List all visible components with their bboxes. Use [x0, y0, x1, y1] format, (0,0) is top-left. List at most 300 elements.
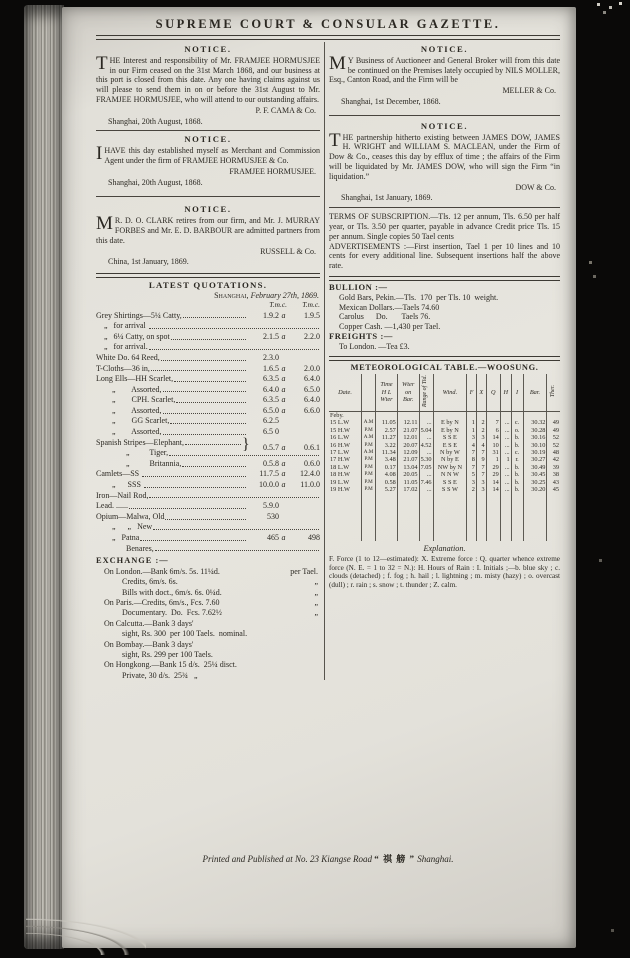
- met-cell: 16 L.W: [330, 434, 350, 442]
- quotation-row: [96, 320, 320, 331]
- met-cell: 17 H.W: [330, 456, 350, 464]
- exchange-text: Credits, 6m/s. 6s.: [122, 577, 178, 587]
- met-cell: 3: [476, 479, 486, 486]
- met-cell: 49: [547, 419, 560, 426]
- met-cell: E by N: [433, 427, 467, 434]
- dot-leader: [185, 444, 241, 445]
- commodity-label: „ for arrival.: [104, 342, 148, 352]
- met-cell: 29: [486, 464, 500, 471]
- met-column-header: H: [500, 374, 511, 411]
- met-cell: 12.01: [397, 434, 419, 441]
- met-cell: 1: [500, 456, 511, 463]
- met-cell: 2.57: [376, 427, 398, 434]
- commodity-label: White Do. 64 Reed,: [96, 352, 160, 362]
- met-cell: 13.04: [397, 464, 419, 471]
- empty-cell: [500, 411, 511, 419]
- notice-dateline: China, 1st January, 1869.: [108, 257, 189, 267]
- met-cell: 38: [547, 471, 560, 478]
- met-cell: 21.07: [397, 427, 419, 434]
- met-cell: 12.11: [397, 419, 419, 426]
- divider-rule: [329, 207, 560, 208]
- empty-cell: [500, 493, 511, 541]
- commodity-label: „ CPH. Scarlet,: [112, 395, 176, 405]
- commodity-label: „ Tiger,: [126, 448, 169, 458]
- quotation-row: [96, 479, 320, 490]
- met-cell: 14: [486, 486, 500, 493]
- commodity-label: „ Assorted,: [112, 384, 162, 394]
- notice-cama: [96, 45, 320, 126]
- price-low: 2.3.0: [263, 352, 279, 362]
- imprint-pre: Printed and Published at No. 23 Kiangse Road: [202, 854, 375, 864]
- commodity-label: Iron—Nail Rod,: [96, 490, 149, 500]
- unit-headers: [96, 301, 320, 309]
- drop-cap: M: [96, 213, 113, 235]
- met-cell: 2: [467, 486, 477, 493]
- commodity-label: Grey Shirtings—5¼ Catty,: [96, 310, 182, 320]
- freights-section: [329, 332, 560, 352]
- met-data-row: [329, 419, 560, 426]
- exchange-line: [96, 670, 320, 680]
- empty-cell: [476, 493, 486, 541]
- notice-dateline: Shanghai, 1st January, 1869.: [341, 193, 433, 203]
- met-cell: 30.16: [523, 434, 547, 441]
- met-cell: S S E: [433, 434, 467, 441]
- met-cell: 30.27: [523, 456, 547, 463]
- met-cell: 15 L.W: [330, 419, 350, 427]
- notice-text: HE partnership hitherto existing between JAMES DOW, JAMES H. WRIGHT and WILLIAM S. MACLEAN, under the Firm of Dow & Co., ceases this day by efflux of time ; the affairs of the Firm will be liquidated by Mr. JAMES DOW, who will sign the Firm “in liquidation.”: [329, 132, 560, 181]
- quotation-row: [96, 342, 320, 353]
- subscription-terms: [329, 212, 560, 271]
- met-cell: ...: [419, 449, 433, 456]
- met-month-row: [329, 411, 560, 419]
- met-cell: 4.08: [376, 471, 398, 478]
- quotation-row: [96, 543, 320, 554]
- met-cell: 48: [547, 449, 560, 456]
- quotation-row: [96, 310, 320, 321]
- met-column-header: [419, 374, 433, 411]
- unit-2: T.m.c.: [302, 299, 320, 309]
- notice-dateline: Shanghai, 20th August, 1868.: [108, 177, 203, 187]
- exchange-text: sight, Rs. 300 per 100 Taels. nominal.: [122, 629, 248, 639]
- met-cell: 18 H.W: [330, 471, 350, 479]
- page-title: SUPREME COURT & CONSULAR GAZETTE.: [155, 17, 501, 31]
- met-cell: A.M: [362, 449, 376, 456]
- met-cell: b.: [511, 434, 523, 441]
- met-cell: 7: [467, 464, 477, 471]
- met-cell: 52: [547, 442, 560, 449]
- price-high: 6.6.0: [304, 405, 320, 415]
- dot-leader: [163, 413, 246, 414]
- met-cell: N by W: [433, 449, 467, 456]
- advertisements-paragraph: ADVERTISEMENTS :—First insertion, Tael 1 per 10 lines and 10 cents for every additional line. Subsequent insertions half the above rate.: [329, 241, 560, 271]
- price-high: 2.2.0: [304, 331, 320, 341]
- met-data-row: [329, 456, 560, 463]
- notice-text: HAVE this day established myself as Merchant and Commission Agent under the firm of FRAMJEE HORMUSJEE & Co.: [104, 146, 320, 165]
- notice-russell: [96, 205, 320, 267]
- met-cell: ...: [500, 479, 511, 486]
- quotation-row: [96, 469, 320, 480]
- met-cell: 7: [486, 419, 500, 426]
- dot-leader: [149, 349, 319, 350]
- notice-signature: P. F. CAMA & Co.: [255, 105, 316, 115]
- met-cell: 30.49: [523, 464, 547, 471]
- notice-heading: NOTICE.: [420, 44, 469, 54]
- exchange-text: Bills with doct., 6m/s. 6s. 0¼d.: [122, 587, 222, 597]
- scan-artifacts: [0, 0, 1, 1]
- quotation-row: [96, 416, 320, 427]
- met-cell: 5.04: [420, 426, 432, 434]
- met-data-row: [329, 486, 560, 493]
- empty-cell: [433, 493, 467, 541]
- price-low: 0.5.8: [263, 458, 279, 468]
- met-cell: 7: [476, 449, 486, 456]
- empty-cell: [397, 493, 419, 541]
- commodity-label: T-Cloths—36 in,: [96, 363, 150, 373]
- quotation-row: [96, 458, 320, 469]
- dot-leader: [129, 508, 246, 509]
- empty-cell: [397, 411, 419, 419]
- rotated-header: Ther.: [550, 385, 556, 398]
- dot-leader: [163, 391, 246, 392]
- price-low: 465: [267, 533, 279, 542]
- met-cell: N by E: [433, 456, 467, 463]
- met-cell: 11.05: [397, 479, 419, 486]
- masthead-rule: [96, 35, 560, 40]
- met-cell: b.: [511, 442, 523, 449]
- exchange-text: On Calcutta.—Bank 3 days': [104, 618, 194, 628]
- notice-heading: NOTICE.: [420, 120, 469, 131]
- empty-cell: [329, 493, 362, 541]
- met-cell: 4: [467, 442, 477, 449]
- price-sep: a: [281, 480, 286, 490]
- section-rule: [96, 273, 320, 278]
- price-sep: a: [281, 458, 286, 468]
- left-column: [96, 42, 320, 680]
- empty-cell: [419, 493, 433, 541]
- met-cell: ...: [419, 419, 433, 426]
- dot-leader: [182, 466, 246, 467]
- drop-cap: T: [96, 52, 108, 74]
- price-high: 2.0.0: [304, 363, 320, 373]
- price-low: 2.1.5: [263, 331, 279, 341]
- met-cell: S S W: [433, 486, 467, 493]
- notice-body: [329, 129, 560, 182]
- bullion-line: Copper Cash. —1,430 per Tael.: [339, 322, 441, 332]
- right-column: [329, 42, 560, 680]
- met-cell: 9: [476, 456, 486, 463]
- commodity-label: Camlets—SS: [96, 469, 142, 479]
- drop-cap: T: [329, 129, 341, 151]
- brace: }: [242, 436, 250, 454]
- meteorological-section: [329, 363, 560, 590]
- met-data-row: [329, 434, 560, 441]
- met-cell: 3: [467, 434, 477, 441]
- commodity-label: „ „ New: [112, 522, 153, 532]
- notice-signature: FRAMJEE HORMUSJEE.: [229, 166, 316, 176]
- price-low: 0.5.7: [263, 442, 279, 452]
- met-cell: P.M: [362, 464, 376, 471]
- empty-cell: [511, 411, 523, 419]
- dot-leader: [176, 402, 246, 403]
- met-cell: 5.30: [420, 456, 432, 464]
- met-cell: b.: [511, 479, 523, 486]
- met-cell: 10: [486, 442, 500, 449]
- met-cell: 0.17: [376, 464, 398, 471]
- met-cell: 29: [486, 471, 500, 478]
- met-cell: 15 H.W: [330, 426, 350, 434]
- met-cell: N N W: [433, 471, 467, 478]
- price-high: 1.9.5: [304, 310, 320, 320]
- dot-leader: [153, 529, 319, 530]
- exchange-heading: EXCHANGE :—: [96, 556, 169, 566]
- price-low: 10.0.0: [259, 480, 279, 490]
- price-high: 11.0.0: [300, 480, 320, 490]
- met-cell: r.: [511, 456, 523, 463]
- print-area: [62, 7, 576, 680]
- exchange-unit: „: [314, 577, 318, 587]
- met-cell: 20.07: [397, 442, 419, 449]
- price-low: 1.9.2: [263, 310, 279, 320]
- price-low: 6.4.0: [263, 384, 279, 394]
- met-cell: ...: [500, 486, 511, 493]
- empty-cell: [467, 411, 477, 419]
- met-cell: b.: [511, 471, 523, 478]
- bullion-line: Mexican Dollars.—Taels 74.60: [339, 302, 440, 312]
- met-cell: 11.34: [376, 449, 398, 456]
- met-cell: A.M: [362, 419, 376, 426]
- commodity-label: Spanish Stripes—Elephant,: [96, 437, 184, 447]
- section-rule: [329, 276, 560, 281]
- met-cell: 7: [467, 449, 477, 456]
- met-cell: ...: [500, 449, 511, 456]
- exchange-line: [96, 587, 320, 597]
- notice-body: [96, 213, 320, 245]
- terms-paragraph: TERMS OF SUBSCRIPTION.—Tls. 12 per annum, Tls. 6.50 per half year, or Tls. 3.50 per quarter, payable in advance Credit price Tls. 15 per annum. Single copies 50 Tael cents: [329, 212, 560, 241]
- quotation-row: [96, 352, 320, 363]
- met-cell: 3.22: [376, 442, 398, 449]
- notice-meller: [329, 45, 560, 107]
- price-high: 6.4.0: [304, 395, 320, 405]
- place: Shanghai,: [214, 290, 249, 300]
- commodity-label: „ GG Scarlet,: [112, 416, 170, 426]
- met-column-header: X: [476, 374, 486, 411]
- met-data-row: [329, 449, 560, 456]
- met-column-header: Wind.: [433, 374, 467, 411]
- met-cell: 30.20: [523, 486, 547, 493]
- notice-signature: RUSSELL & Co.: [260, 246, 316, 256]
- met-cell: ...: [419, 471, 433, 478]
- met-cell: 3: [467, 479, 477, 486]
- dot-leader: [169, 455, 319, 456]
- exchange-section: [96, 556, 320, 680]
- met-cell: 4.52: [420, 441, 432, 449]
- met-cell: 2: [476, 419, 486, 426]
- quotation-row: [96, 511, 320, 522]
- met-cell: 7: [476, 471, 486, 478]
- commodity-label: Opium—Malwa, Old: [96, 511, 165, 521]
- bullion-heading: BULLION :—: [329, 281, 388, 292]
- notice-heading: NOTICE.: [184, 44, 232, 54]
- price-high: 0.6.0: [304, 458, 320, 468]
- section-rule: [329, 356, 560, 361]
- met-cell: 11.27: [376, 434, 398, 441]
- met-cell: 17.02: [397, 486, 419, 493]
- price-sep: a: [281, 405, 286, 415]
- commodity-label: Long Ells—HH Scarlet,: [96, 374, 174, 384]
- price-low: 6.3.5: [263, 374, 279, 384]
- met-column-header: Time H L Wter: [376, 374, 398, 411]
- drop-cap: I: [96, 143, 103, 165]
- notice-heading: NOTICE.: [184, 134, 232, 145]
- met-cell: 2: [476, 427, 486, 434]
- paper-page: [62, 7, 576, 948]
- empty-cell: [467, 493, 477, 541]
- quotation-row: [96, 384, 320, 395]
- notice-hormusjee: [96, 135, 320, 187]
- bullion-line: Carolus Do. Taels 76.: [339, 312, 431, 322]
- met-data-row: [329, 479, 560, 486]
- price-sep: a: [281, 384, 286, 394]
- met-column-header: Date.: [329, 374, 362, 411]
- met-cell: 1: [467, 419, 477, 426]
- notice-heading: NOTICE.: [184, 204, 232, 215]
- met-cell: 8: [467, 456, 477, 463]
- empty-cell: [547, 493, 560, 541]
- commodity-label: „ Patna: [112, 533, 140, 542]
- column-divider: [324, 42, 325, 680]
- price-sep: a: [281, 395, 286, 405]
- month-label: Feby.: [330, 411, 344, 419]
- exchange-lines: [96, 566, 320, 680]
- met-column-header: I: [511, 374, 523, 411]
- price-low: 11.7.5: [259, 469, 279, 479]
- met-cell: 1: [467, 427, 477, 434]
- met-cell: 52: [547, 434, 560, 441]
- explanation-heading: Explanation.: [423, 544, 466, 554]
- exchange-text: On Bombay.—Bank 3 days': [104, 639, 194, 649]
- unit-1: T.m.c.: [269, 299, 287, 309]
- dot-leader: [170, 423, 246, 424]
- quotations-heading: LATEST QUOTATIONS.: [148, 280, 268, 291]
- met-cell: 30.19: [523, 449, 547, 456]
- bullion-section: [329, 283, 560, 332]
- met-cell: 4: [476, 442, 486, 449]
- quotation-row: [96, 331, 320, 342]
- met-cell: 18 L.W: [330, 463, 350, 471]
- price-low: 1.6.5: [263, 363, 279, 373]
- met-cell: 16 H.W: [330, 441, 350, 449]
- price-high: 498: [308, 533, 320, 542]
- divider-rule: [96, 130, 320, 131]
- meteorological-table: [329, 374, 560, 541]
- exchange-unit: per Tael.: [290, 566, 318, 576]
- price-low: 6.5 0: [263, 427, 279, 437]
- met-cell: 5.27: [376, 486, 398, 493]
- quotation-row: [96, 363, 320, 374]
- notice-body: [96, 143, 320, 166]
- exchange-line: [96, 629, 320, 639]
- met-cell: ...: [500, 434, 511, 441]
- dot-leader: [183, 317, 246, 318]
- met-cell: 7: [476, 464, 486, 471]
- notice-signature: DOW & Co.: [515, 182, 556, 192]
- met-cell: 19 H.W: [330, 485, 350, 493]
- met-cell: P.M: [362, 486, 376, 493]
- page-curl: [26, 915, 146, 955]
- met-table-title: METEOROLOGICAL TABLE.—WOOSUNG.: [350, 362, 539, 372]
- dot-leader: [161, 360, 246, 361]
- met-cell: 3: [476, 434, 486, 441]
- imprint-post: Shanghai.: [415, 854, 454, 864]
- met-cell: 7.46: [420, 478, 432, 486]
- exchange-unit: „: [314, 587, 318, 597]
- quotation-row: [96, 500, 320, 511]
- notice-dow: [329, 122, 560, 203]
- met-cell: ...: [419, 486, 433, 493]
- met-cell: ...: [500, 427, 511, 434]
- met-cell: E S E: [433, 442, 467, 449]
- exchange-line: [96, 649, 320, 659]
- met-cell: b.: [511, 464, 523, 471]
- quotation-row: [96, 373, 320, 384]
- met-cell: 5: [467, 471, 477, 478]
- met-cell: 17 L.W: [330, 448, 350, 456]
- divider-rule: [96, 196, 320, 197]
- met-cell: 45: [547, 486, 560, 493]
- empty-cell: [476, 411, 486, 419]
- empty-cell: [376, 411, 398, 419]
- notice-signature: MELLER & Co.: [502, 86, 556, 96]
- met-cell: P.M: [362, 479, 376, 486]
- met-column-header: Wter on Bar.: [397, 374, 419, 411]
- met-cell: 30.32: [523, 419, 547, 426]
- quotation-row: [96, 405, 320, 416]
- exchange-line: [96, 608, 320, 618]
- price-low: 6.2.5: [263, 416, 279, 426]
- met-cell: 3: [476, 486, 486, 493]
- met-data-row: [329, 471, 560, 478]
- met-cell: 39: [547, 464, 560, 471]
- exchange-line: [96, 660, 320, 670]
- empty-cell: [419, 411, 433, 419]
- met-data-row: [329, 442, 560, 449]
- price-high: 12.4.0: [300, 469, 320, 479]
- price-sep: a: [281, 310, 286, 320]
- met-cell: 30.45: [523, 471, 547, 478]
- met-cell: P.M: [362, 456, 376, 463]
- exchange-text: sight, Rs. 299 per 100 Taels.: [122, 649, 213, 659]
- dot-leader: [174, 381, 246, 382]
- empty-cell: [362, 493, 376, 541]
- quotation-row: [96, 394, 320, 405]
- bullion-line: Gold Bars, Pekin.—Tls. 170 per Tls. 10 weight.: [339, 292, 499, 302]
- empty-cell: [523, 493, 547, 541]
- commodity-label: Benares,: [126, 543, 154, 553]
- met-cell: 14: [486, 434, 500, 441]
- price-low: 530: [267, 511, 279, 521]
- price-sep: a: [281, 374, 286, 384]
- price-high: 6.4.0: [304, 374, 320, 384]
- date: February 27th, 1869.: [248, 290, 319, 300]
- commodity-label: „ for arrival: [104, 321, 148, 331]
- met-cell: P.M: [362, 427, 376, 434]
- met-data-row: [329, 464, 560, 471]
- empty-cell: [486, 411, 500, 419]
- price-sep: a: [281, 469, 286, 479]
- empty-cell: [433, 411, 467, 419]
- price-high: 0.6.1: [304, 442, 320, 452]
- imprint-footer: [96, 852, 560, 865]
